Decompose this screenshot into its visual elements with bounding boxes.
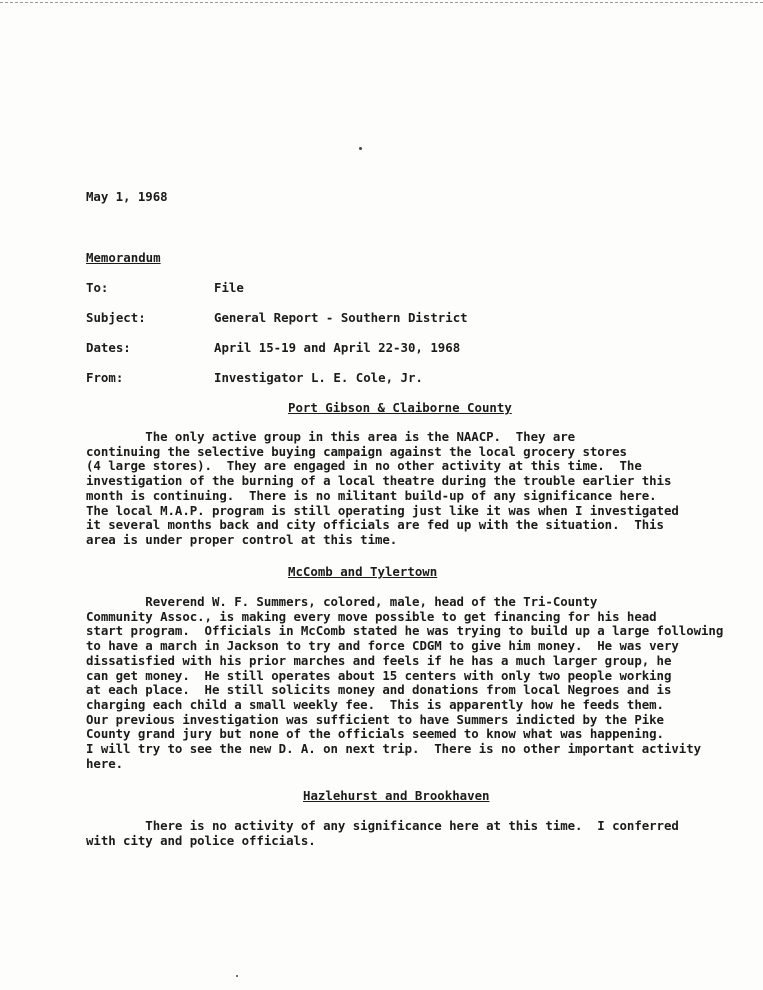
field-value: April 15-19 and April 22-30, 1968 [214, 340, 461, 355]
paragraph-line: start program. Officials in McComb stated he was trying to build up a large following [86, 623, 724, 639]
paragraph-line: The local M.A.P. program is still operating just like it was when I investigated [86, 502, 679, 518]
scan-speck [359, 147, 362, 150]
memo-title: Memorandum [86, 250, 161, 265]
paragraph-line: County grand jury but none of the officials seemed to know what was happening. [86, 726, 664, 742]
field-label: From: [86, 370, 124, 385]
paragraph-line: dissatisfied with his prior marches and feels if he has a much larger group, he [86, 652, 672, 668]
paragraph-line: here. [86, 755, 124, 771]
field-label: Subject: [86, 310, 146, 325]
memo-date: May 1, 1968 [86, 189, 168, 204]
paragraph-line: can get money. He still operates about 15 centers with only two people working [86, 667, 672, 683]
paragraph-line: The only active group in this area is the NAACP. They are [86, 429, 576, 444]
paragraph-line: area is under proper control at this time. [86, 531, 398, 547]
section-heading: McComb and Tylertown [288, 564, 438, 579]
paragraph-line: Reverend W. F. Summers, colored, male, head of the Tri-County [86, 594, 598, 609]
paragraph-line: with city and police officials. [86, 832, 316, 848]
field-value: General Report - Southern District [214, 310, 468, 325]
field-value: File [214, 280, 244, 295]
paragraph-line: charging each child a small weekly fee. This is apparently how he feeds them. [86, 696, 664, 712]
paragraph-line: (4 large stores). They are engaged in no other activity at this time. The [86, 458, 642, 474]
paragraph-line: investigation of the burning of a local theatre during the trouble earlier this [86, 473, 672, 489]
paragraph-line: at each place. He still solicits money and donations from local Negroes and is [86, 682, 672, 698]
paragraph-line: Community Assoc., is making every move possible to get financing for his head [86, 608, 657, 624]
section-heading: Port Gibson & Claiborne County [288, 400, 512, 415]
paragraph-line: to have a march in Jackson to try and force CDGM to give him money. He was very [86, 638, 679, 654]
paragraph-line: continuing the selective buying campaign against the local grocery stores [86, 443, 627, 459]
paragraph-line: it several months back and city officials are fed up with the situation. This [86, 517, 664, 533]
paragraph-line: I will try to see the new D. A. on next trip. There is no other important activity [86, 741, 702, 756]
paragraph-line: There is no activity of any significance here at this time. I conferred [86, 818, 679, 833]
paragraph-line: Our previous investigation was sufficient to have Summers indicted by the Pike [86, 711, 664, 727]
field-value: Investigator L. E. Cole, Jr. [214, 370, 423, 385]
field-label: To: [86, 280, 109, 295]
field-label: Dates: [86, 340, 131, 355]
page-top-edge [0, 2, 763, 3]
section-heading: Hazlehurst and Brookhaven [303, 788, 490, 803]
paragraph-line: month is continuing. There is no militant build-up of any significance here. [86, 487, 657, 503]
scan-speck [236, 975, 238, 977]
